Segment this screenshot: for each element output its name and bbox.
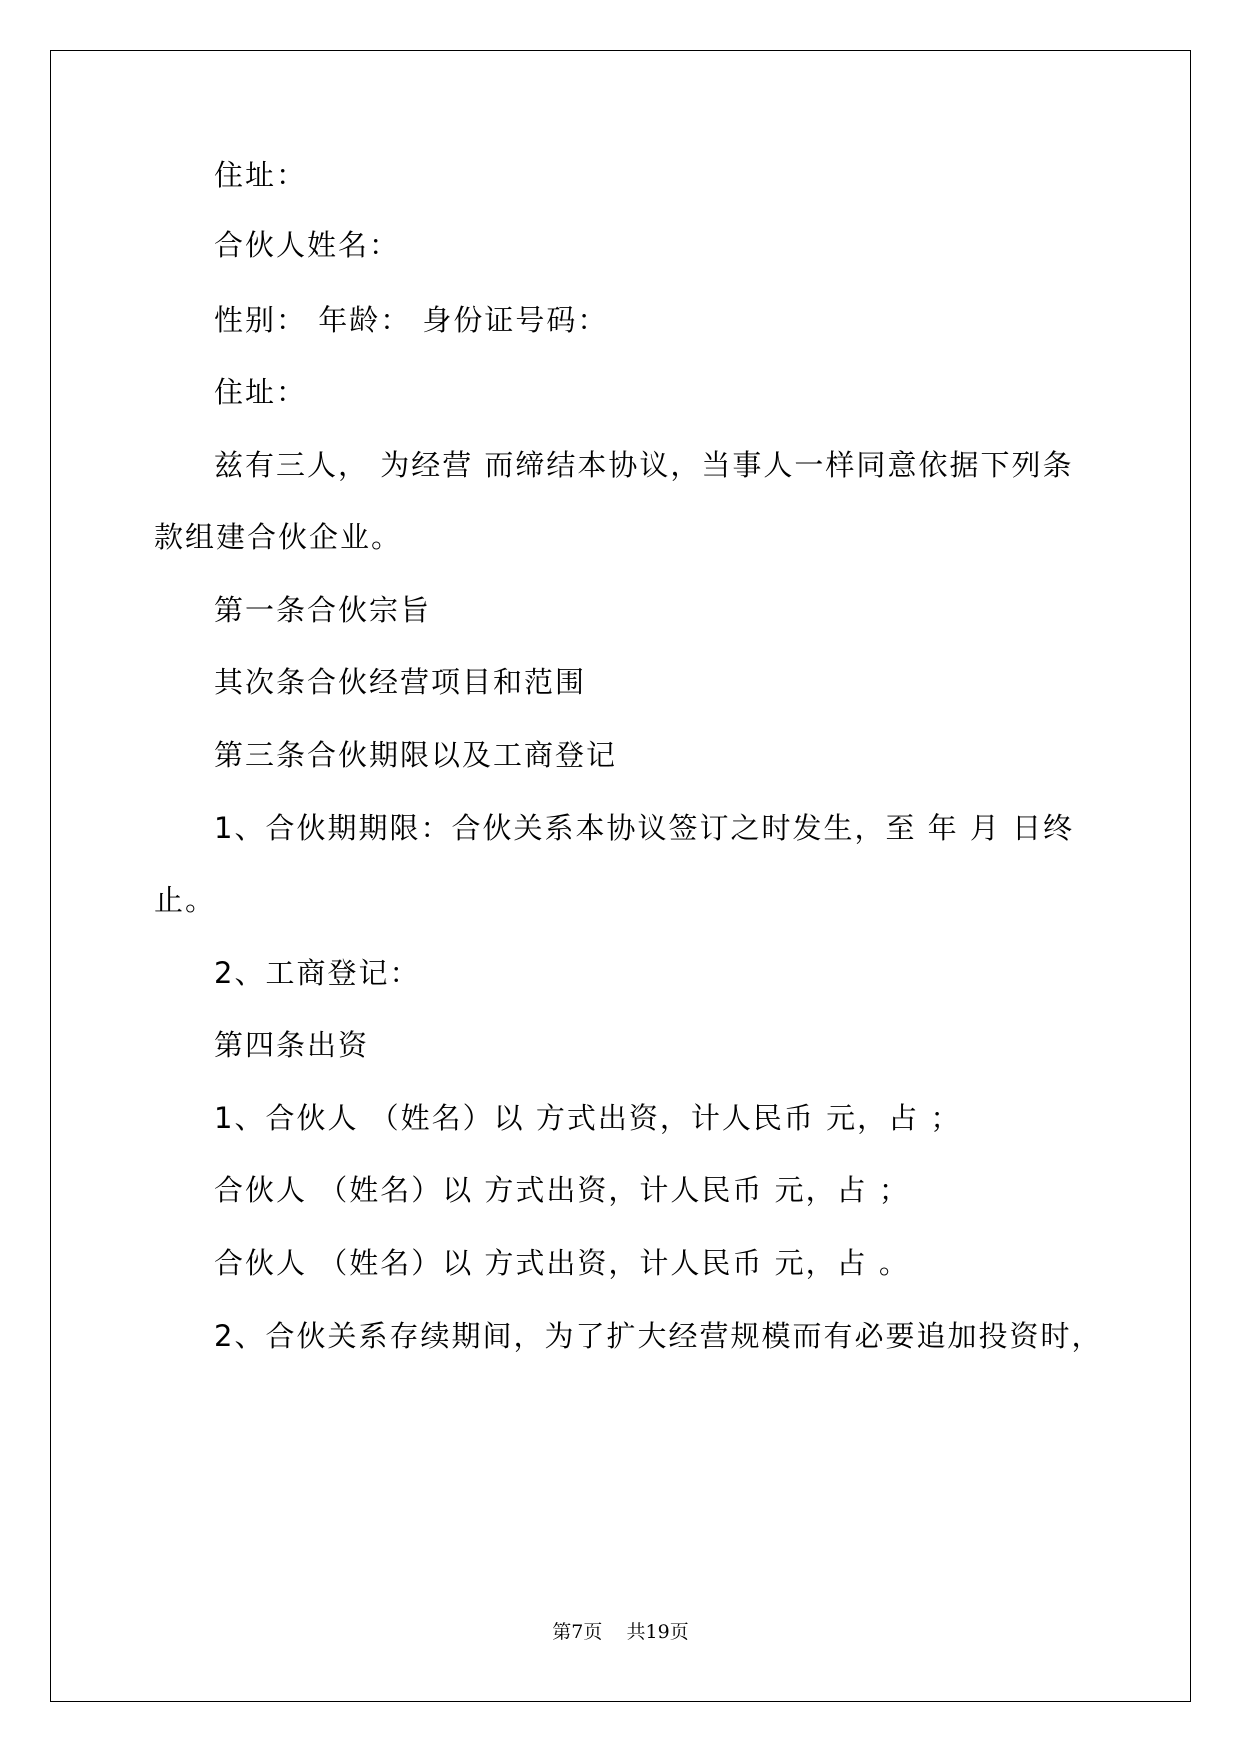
footer-current-suffix: 页 <box>583 1621 603 1643</box>
heading-article-3: 第三条合伙期限以及工商登记 <box>214 738 618 772</box>
paragraph-intro-line-2: 款组建合伙企业。 <box>154 520 403 554</box>
heading-article-1: 第一条合伙宗旨 <box>214 593 432 627</box>
footer-total-prefix: 共 <box>626 1621 646 1643</box>
paragraph-contribution-2: 合伙人 （姓名）以 方式出资，计人民币 元，占 ； <box>214 1173 910 1207</box>
page-footer <box>0 1620 1241 1644</box>
footer-current-page: 7 <box>571 1621 584 1643</box>
heading-article-4: 第四条出资 <box>214 1028 370 1062</box>
footer-total-suffix: 页 <box>669 1621 689 1643</box>
paragraph-term-line-2: 止。 <box>154 883 217 917</box>
paragraph-gender-age-id: 性别： 年龄： 身份证号码： <box>214 303 609 337</box>
paragraph-address-2: 住址： <box>214 375 308 409</box>
footer-current-prefix: 第 <box>552 1621 572 1643</box>
paragraph-contribution-1: 1、合伙人 （姓名）以 方式出资，计人民币 元，占 ； <box>214 1101 962 1135</box>
footer-total-pages: 19 <box>645 1621 670 1643</box>
paragraph-term-line-1: 1、合伙期期限：合伙关系本协议签订之时发生，至 年 月 日终 <box>214 811 1075 845</box>
paragraph-contribution-3: 合伙人 （姓名）以 方式出资，计人民币 元，占 。 <box>214 1246 910 1280</box>
paragraph-registration: 2、工商登记： <box>214 956 421 990</box>
paragraph-additional-investment: 2、合伙关系存续期间，为了扩大经营规模而有必要追加投资时， <box>214 1319 1103 1353</box>
paragraph-intro-line-1: 兹有三人， 为经营 而缔结本协议，当事人一样同意依据下列条 <box>214 448 1074 482</box>
paragraph-partner-name: 合伙人姓名： <box>214 228 401 262</box>
heading-article-2: 其次条合伙经营项目和范围 <box>214 665 587 699</box>
paragraph-address-1: 住址： <box>214 158 308 192</box>
document-body <box>154 0 1103 1754</box>
